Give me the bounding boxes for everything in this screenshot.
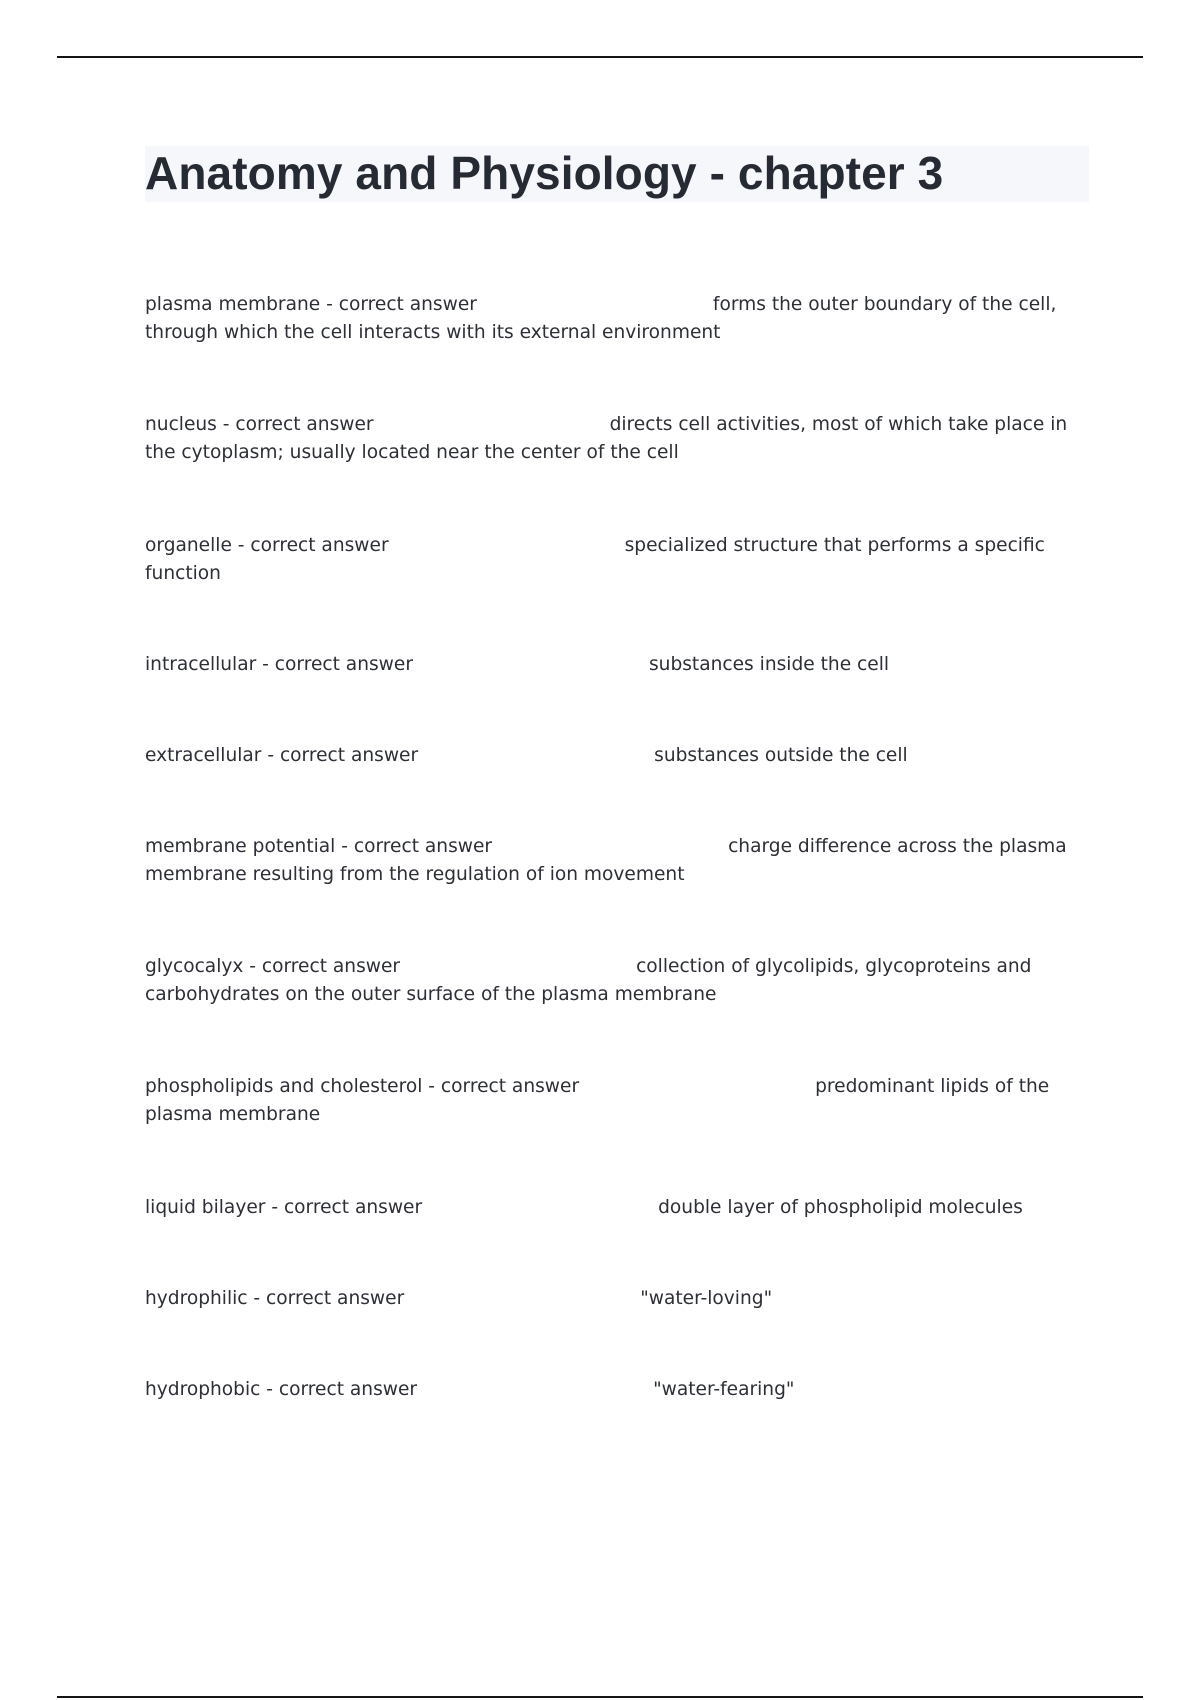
flashcard-nucleus [145, 411, 1090, 467]
card-definition: substances inside the cell [648, 654, 890, 675]
flashcard-hydrophilic [145, 1285, 1090, 1313]
card-term: plasma membrane - correct answer [145, 294, 477, 315]
flashcard-plasma-membrane [145, 291, 1090, 347]
card-term: liquid bilayer - correct answer [145, 1197, 423, 1218]
flashcard-glycocalyx [145, 953, 1090, 1009]
card-term: intracellular - correct answer [145, 654, 413, 675]
card-term: extracellular - correct answer [145, 745, 419, 766]
card-term: organelle - correct answer [145, 535, 389, 556]
flashcard-membrane-potential [145, 833, 1090, 889]
flashcard-extracellular [145, 742, 1090, 770]
card-definition: "water-fearing" [653, 1379, 795, 1400]
card-term: membrane potential - correct answer [145, 836, 493, 857]
flashcard-intracellular [145, 651, 1090, 679]
card-definition: directs cell activities, most of which take place in the cytoplasm; usually located near the center of the cell [145, 414, 1068, 463]
card-definition: specialized structure that performs a specific function [145, 535, 1045, 584]
bottom-rule [57, 1696, 1143, 1698]
card-definition: double layer of phospholipid molecules [658, 1197, 1023, 1218]
card-definition: substances outside the cell [654, 745, 908, 766]
card-definition: predominant lipids of the plasma membrane [145, 1076, 1050, 1125]
top-rule [57, 56, 1143, 58]
flashcard-phospholipids-and-cholesterol [145, 1073, 1090, 1129]
flashcard-organelle [145, 532, 1090, 588]
document-title: Anatomy and Physiology - chapter 3 [145, 147, 944, 199]
flashcard-liquid-bilayer [145, 1194, 1090, 1222]
card-term: nucleus - correct answer [145, 414, 374, 435]
card-term: hydrophilic - correct answer [145, 1288, 405, 1309]
card-definition: collection of glycolipids, glycoproteins and carbohydrates on the outer surface of the plasma membrane [145, 956, 1032, 1005]
card-term: hydrophobic - correct answer [145, 1379, 418, 1400]
card-definition: charge difference across the plasma membrane resulting from the regulation of ion movement [145, 836, 1067, 885]
card-definition: "water-loving" [640, 1288, 773, 1309]
card-definition: forms the outer boundary of the cell, through which the cell interacts with its external environment [145, 294, 1057, 343]
card-term: glycocalyx - correct answer [145, 956, 401, 977]
card-term: phospholipids and cholesterol - correct answer [145, 1076, 580, 1097]
flashcard-hydrophobic [145, 1376, 1090, 1404]
